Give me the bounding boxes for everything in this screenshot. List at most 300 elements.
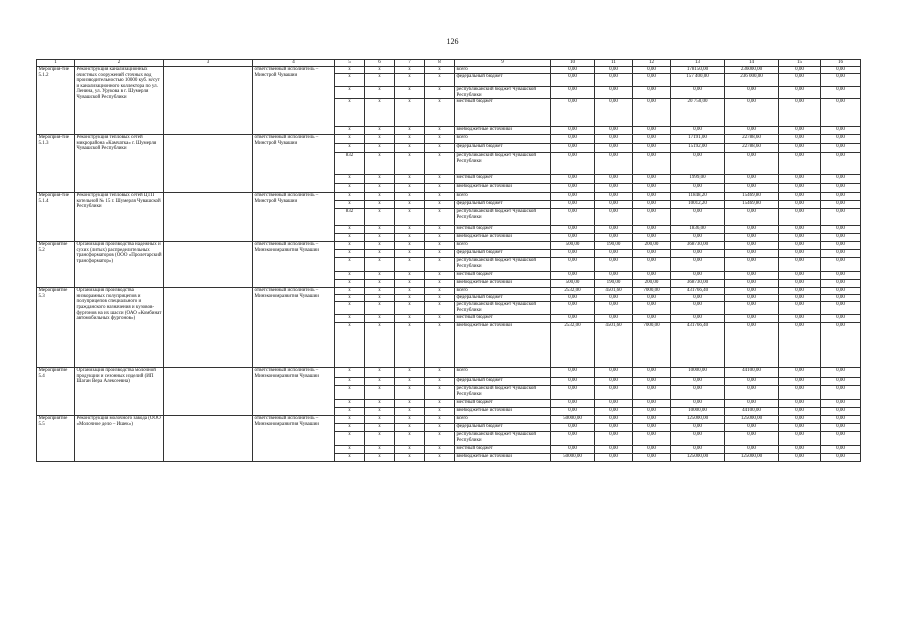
value-cell: 0,00 [779, 315, 821, 323]
code-cell: x [395, 153, 425, 175]
code-cell: x [395, 323, 425, 368]
value-cell: 0,00 [595, 209, 633, 226]
code-cell: 832 [335, 153, 365, 175]
code-cell: x [425, 175, 455, 184]
value-cell: 0,00 [551, 87, 595, 99]
value-cell: 0,00 [779, 184, 821, 193]
code-cell: x [365, 250, 395, 258]
funding-source: всего [455, 368, 551, 378]
code-cell: x [365, 153, 395, 175]
value-cell: 190,00 [595, 280, 633, 288]
code-cell: x [335, 446, 365, 454]
value-cell: 0,00 [633, 175, 671, 184]
code-cell: x [335, 258, 365, 272]
value-cell: 0,00 [725, 446, 779, 454]
value-cell: 0,00 [725, 432, 779, 446]
value-cell: 368730,00 [671, 242, 725, 250]
value-cell: 0,00 [779, 368, 821, 378]
value-cell: 2532,00 [551, 323, 595, 368]
code-cell: x [395, 201, 425, 209]
code-cell: x [425, 368, 455, 378]
code-cell: x [335, 280, 365, 288]
table-row [37, 193, 861, 201]
value-cell: 0,00 [551, 234, 595, 242]
value-cell: 0,00 [595, 201, 633, 209]
value-cell: 0,00 [595, 127, 633, 135]
value-cell: 0,00 [633, 272, 671, 280]
code-cell: x [335, 432, 365, 446]
value-cell: 0,00 [595, 424, 633, 432]
code-cell: x [395, 272, 425, 280]
value-cell: 0,00 [821, 175, 861, 184]
code-cell: x [395, 288, 425, 295]
code-cell: x [425, 258, 455, 272]
value-cell: 0,00 [725, 250, 779, 258]
value-cell: 431766,40 [671, 288, 725, 295]
code-cell: x [425, 400, 455, 408]
code-cell: x [425, 184, 455, 193]
value-cell: 0,00 [633, 302, 671, 315]
code-cell: x [395, 386, 425, 400]
value-cell: 44100,00 [725, 368, 779, 378]
value-cell: 0,00 [551, 209, 595, 226]
value-cell: 0,00 [725, 400, 779, 408]
code-cell: x [425, 234, 455, 242]
value-cell: 0,00 [633, 209, 671, 226]
table-row [37, 368, 861, 378]
value-cell: 0,00 [595, 87, 633, 99]
funding-source: местный бюджет [455, 175, 551, 184]
activity-id: Мероприя-тие 5.1.4 [37, 193, 75, 242]
funding-source: республиканский бюджет Чувашской Республики [455, 153, 551, 175]
value-cell: 0,00 [595, 400, 633, 408]
value-cell: 0,00 [551, 272, 595, 280]
activity-col3 [164, 288, 253, 368]
code-cell: x [395, 416, 425, 424]
value-cell: 0,00 [821, 368, 861, 378]
header-cell: 12 [633, 60, 671, 67]
value-cell: 0,00 [551, 368, 595, 378]
funding-source: республиканский бюджет Чувашской Республики [455, 209, 551, 226]
activity-id: Мероприятие 5.3 [37, 288, 75, 368]
code-cell: x [425, 144, 455, 153]
value-cell: 44100,00 [725, 408, 779, 416]
value-cell: 0,00 [551, 378, 595, 386]
code-cell: x [425, 127, 455, 135]
code-cell: x [365, 400, 395, 408]
funding-source: республиканский бюджет Чувашской Республики [455, 432, 551, 446]
code-cell: x [335, 67, 365, 74]
value-cell: 0,00 [595, 153, 633, 175]
code-cell: x [425, 454, 455, 462]
value-cell: 190,00 [595, 242, 633, 250]
activity-name: Реконструкция тепловых сетей микрорайона «Камчатка» г. Шумерля Чувашской Республики [75, 135, 164, 193]
code-cell: x [365, 99, 395, 127]
value-cell: 0,00 [551, 175, 595, 184]
code-cell: x [395, 175, 425, 184]
code-cell: x [365, 280, 395, 288]
value-cell: 0,00 [633, 193, 671, 201]
funding-source: местный бюджет [455, 315, 551, 323]
value-cell: 0,00 [725, 302, 779, 315]
code-cell: x [335, 315, 365, 323]
activity-name: Реконструкция канализационных очистных сооружений сточных вод производительностью 10000 куб. м/сут и канализационного коллектора по ул. Ленина, ул. Урукова в г. Шумерля Чувашской Республики [75, 67, 164, 135]
value-cell: 15469,80 [725, 201, 779, 209]
code-cell: x [425, 272, 455, 280]
value-cell: 0,00 [821, 386, 861, 400]
value-cell: 0,00 [633, 135, 671, 144]
code-cell: x [335, 175, 365, 184]
code-cell: x [335, 302, 365, 315]
value-cell: 0,00 [821, 184, 861, 193]
code-cell: x [395, 74, 425, 87]
value-cell: 10012,20 [671, 201, 725, 209]
value-cell: 0,00 [633, 250, 671, 258]
code-cell: x [335, 368, 365, 378]
value-cell: 0,00 [633, 295, 671, 302]
code-cell: x [425, 302, 455, 315]
funding-source: республиканский бюджет Чувашской Республики [455, 87, 551, 99]
value-cell: 0,00 [671, 184, 725, 193]
code-cell: x [425, 135, 455, 144]
value-cell: 0,00 [551, 302, 595, 315]
value-cell: 0,00 [595, 295, 633, 302]
code-cell: x [425, 446, 455, 454]
header-cell: 5 [335, 60, 365, 67]
code-cell: x [365, 416, 395, 424]
code-cell: x [395, 99, 425, 127]
header-cell: 13 [671, 60, 725, 67]
code-cell: x [335, 323, 365, 368]
value-cell: 0,00 [779, 408, 821, 416]
value-cell: 0,00 [821, 144, 861, 153]
value-cell: 431766,40 [671, 323, 725, 368]
code-cell: x [335, 184, 365, 193]
header-cell: 14 [725, 60, 779, 67]
table-row [37, 67, 861, 74]
value-cell: 0,00 [671, 272, 725, 280]
code-cell: x [335, 135, 365, 144]
value-cell: 0,00 [779, 386, 821, 400]
code-cell: x [425, 323, 455, 368]
value-cell: 0,00 [551, 67, 595, 74]
value-cell: 0,00 [779, 67, 821, 74]
value-cell: 0,00 [779, 242, 821, 250]
funding-source: федеральный бюджет [455, 144, 551, 153]
code-cell: x [365, 315, 395, 323]
value-cell: 0,00 [595, 144, 633, 153]
value-cell: 1999,00 [671, 175, 725, 184]
code-cell: x [365, 295, 395, 302]
code-cell: x [365, 87, 395, 99]
code-cell: x [425, 99, 455, 127]
value-cell: 0,00 [779, 454, 821, 462]
activity-executor: ответственный исполнитель – Минстрой Чувашии [253, 193, 335, 242]
value-cell: 0,00 [821, 209, 861, 226]
value-cell: 0,00 [779, 209, 821, 226]
header-cell: 6 [365, 60, 395, 67]
value-cell: 0,00 [821, 193, 861, 201]
code-cell: x [395, 67, 425, 74]
code-cell: x [335, 74, 365, 87]
code-cell: 832 [335, 209, 365, 226]
value-cell: 0,00 [821, 234, 861, 242]
code-cell: x [395, 250, 425, 258]
funding-source: федеральный бюджет [455, 424, 551, 432]
code-cell: x [395, 400, 425, 408]
value-cell: 500,00 [551, 242, 595, 250]
value-cell: 0,00 [595, 258, 633, 272]
table-row [37, 288, 861, 295]
value-cell: 0,00 [633, 201, 671, 209]
code-cell: x [425, 416, 455, 424]
code-cell: x [425, 193, 455, 201]
value-cell: 0,00 [551, 201, 595, 209]
funding-source: республиканский бюджет Чувашской Республики [455, 302, 551, 315]
value-cell: 236000,00 [725, 67, 779, 74]
header-cell: 11 [595, 60, 633, 67]
value-cell: 0,00 [633, 144, 671, 153]
activity-executor: ответственный исполнитель – Минэкономразвития Чувашии [253, 416, 335, 462]
value-cell: 0,00 [779, 424, 821, 432]
value-cell: 0,00 [633, 386, 671, 400]
page-number: 126 [446, 37, 459, 46]
code-cell: x [425, 378, 455, 386]
activity-executor: ответственный исполнитель – Минстрой Чувашии [253, 135, 335, 193]
activity-id: Мероприя-тие 5.1.2 [37, 67, 75, 135]
value-cell: 0,00 [633, 153, 671, 175]
value-cell: 0,00 [779, 234, 821, 242]
funding-source: местный бюджет [455, 99, 551, 127]
code-cell: x [425, 201, 455, 209]
value-cell: 0,00 [551, 74, 595, 87]
funding-source: федеральный бюджет [455, 378, 551, 386]
value-cell: 125000,00 [725, 454, 779, 462]
activity-col3 [164, 416, 253, 462]
value-cell: 0,00 [633, 400, 671, 408]
value-cell: 0,00 [595, 315, 633, 323]
value-cell: 0,00 [671, 400, 725, 408]
header-cell: 4 [253, 60, 335, 67]
value-cell: 0,00 [551, 295, 595, 302]
code-cell: x [425, 280, 455, 288]
value-cell: 0,00 [633, 87, 671, 99]
activity-id: Мероприятие 5.4 [37, 368, 75, 416]
value-cell: 0,00 [779, 175, 821, 184]
value-cell: 125000,00 [671, 416, 725, 424]
value-cell: 0,00 [725, 226, 779, 234]
value-cell: 0,00 [821, 302, 861, 315]
activity-name: Организация производства молочной продукции и сезонных изделий (ИП Шаган Вера Алексеевна) [75, 368, 164, 416]
funding-source: местный бюджет [455, 446, 551, 454]
value-cell: 0,00 [725, 242, 779, 250]
funding-source: внебюджетные источники [455, 323, 551, 368]
code-cell: x [335, 424, 365, 432]
value-cell: 0,00 [595, 386, 633, 400]
value-cell: 17191,00 [671, 135, 725, 144]
value-cell: 0,00 [821, 400, 861, 408]
value-cell: 0,00 [821, 288, 861, 295]
code-cell: x [365, 302, 395, 315]
value-cell: 15469,80 [725, 193, 779, 201]
value-cell: 0,00 [551, 144, 595, 153]
value-cell: 0,00 [779, 135, 821, 144]
value-cell: 0,00 [595, 99, 633, 127]
value-cell: 0,00 [551, 99, 595, 127]
code-cell: x [335, 416, 365, 424]
value-cell: 0,00 [595, 432, 633, 446]
code-cell: x [395, 295, 425, 302]
activity-name: Организация производства надежных и сухих (литых) распределительных трансформаторов (ООО «Пролетарский трансформатор») [75, 242, 164, 288]
code-cell: x [335, 288, 365, 295]
value-cell: 0,00 [779, 127, 821, 135]
code-cell: x [395, 234, 425, 242]
code-cell: x [365, 323, 395, 368]
value-cell: 0,00 [821, 242, 861, 250]
code-cell: x [425, 386, 455, 400]
value-cell: 0,00 [725, 175, 779, 184]
code-cell: x [395, 184, 425, 193]
value-cell: 0,00 [725, 153, 779, 175]
code-cell: x [365, 184, 395, 193]
funding-source: местный бюджет [455, 272, 551, 280]
code-cell: x [425, 250, 455, 258]
funding-source: внебюджетные источники [455, 408, 551, 416]
funding-source: внебюджетные источники [455, 184, 551, 193]
value-cell: 0,00 [725, 184, 779, 193]
value-cell: 10000,00 [671, 408, 725, 416]
value-cell: 0,00 [633, 127, 671, 135]
code-cell: x [335, 193, 365, 201]
code-cell: x [365, 201, 395, 209]
funding-source: республиканский бюджет Чувашской Республики [455, 386, 551, 400]
value-cell: 0,00 [633, 408, 671, 416]
value-cell: 0,00 [779, 302, 821, 315]
value-cell: 22788,60 [725, 135, 779, 144]
code-cell: x [395, 135, 425, 144]
code-cell: x [425, 315, 455, 323]
code-cell: x [395, 368, 425, 378]
value-cell: 0,00 [821, 408, 861, 416]
code-cell: x [425, 153, 455, 175]
value-cell: 0,00 [821, 226, 861, 234]
code-cell: x [335, 99, 365, 127]
activity-name: Организация производства низкорамных полуприцепов и полуприцепов специального и гражданского назначения и кузовов-фургонов на их шасси (ОАО «Комбинат автомобильных фургонов») [75, 288, 164, 368]
code-cell: x [335, 386, 365, 400]
code-cell: x [365, 242, 395, 250]
code-cell: x [365, 226, 395, 234]
value-cell: 0,00 [821, 295, 861, 302]
activity-executor: ответственный исполнитель – Минэкономразвития Чувашии [253, 288, 335, 368]
value-cell: 200,00 [633, 242, 671, 250]
code-cell: x [365, 446, 395, 454]
value-cell: 0,00 [633, 416, 671, 424]
code-cell: x [335, 408, 365, 416]
value-cell: 0,00 [779, 250, 821, 258]
value-cell: 0,00 [671, 446, 725, 454]
value-cell: 0,00 [779, 258, 821, 272]
value-cell: 0,00 [633, 432, 671, 446]
value-cell: 0,00 [595, 368, 633, 378]
funding-source: всего [455, 67, 551, 74]
value-cell: 0,00 [551, 127, 595, 135]
value-cell: 0,00 [779, 446, 821, 454]
value-cell: 0,00 [595, 184, 633, 193]
value-cell: 0,00 [551, 315, 595, 323]
code-cell: x [425, 209, 455, 226]
code-cell: x [365, 368, 395, 378]
value-cell: 0,00 [725, 280, 779, 288]
table-row [37, 242, 861, 250]
code-cell: x [425, 74, 455, 87]
value-cell: 0,00 [551, 386, 595, 400]
value-cell: 0,00 [633, 454, 671, 462]
value-cell: 4501,60 [595, 288, 633, 295]
code-cell: x [365, 127, 395, 135]
code-cell: x [335, 234, 365, 242]
value-cell: 20 750,00 [671, 99, 725, 127]
value-cell: 0,00 [633, 184, 671, 193]
code-cell: x [425, 226, 455, 234]
code-cell: x [335, 144, 365, 153]
code-cell: x [395, 454, 425, 462]
code-cell: x [395, 446, 425, 454]
value-cell: 0,00 [671, 127, 725, 135]
activity-id: Мероприя-тие 5.1.3 [37, 135, 75, 193]
value-cell: 0,00 [671, 386, 725, 400]
funding-source: внебюджетные источники [455, 454, 551, 462]
value-cell: 0,00 [779, 201, 821, 209]
value-cell: 0,00 [779, 153, 821, 175]
value-cell: 0,00 [821, 67, 861, 74]
code-cell: x [425, 242, 455, 250]
code-cell: x [395, 226, 425, 234]
value-cell: 0,00 [821, 315, 861, 323]
code-cell: x [335, 127, 365, 135]
code-cell: x [365, 432, 395, 446]
value-cell: 0,00 [595, 250, 633, 258]
value-cell: 0,00 [725, 209, 779, 226]
code-cell: x [335, 295, 365, 302]
code-cell: x [425, 432, 455, 446]
code-cell: x [365, 193, 395, 201]
code-cell: x [365, 288, 395, 295]
value-cell: 0,00 [821, 272, 861, 280]
code-cell: x [365, 135, 395, 144]
value-cell: 0,00 [821, 446, 861, 454]
value-cell: 0,00 [779, 226, 821, 234]
value-cell: 0,00 [633, 378, 671, 386]
value-cell: 0,00 [595, 446, 633, 454]
value-cell: 0,00 [725, 234, 779, 242]
funding-source: внебюджетные источники [455, 280, 551, 288]
funding-source: всего [455, 242, 551, 250]
value-cell: 0,00 [671, 258, 725, 272]
value-cell: 7000,00 [633, 323, 671, 368]
code-cell: x [365, 74, 395, 87]
value-cell: 0,00 [725, 87, 779, 99]
funding-source: местный бюджет [455, 400, 551, 408]
code-cell: x [365, 386, 395, 400]
value-cell: 0,00 [779, 193, 821, 201]
budget-table [36, 59, 861, 462]
table-row [37, 416, 861, 424]
code-cell: x [335, 201, 365, 209]
code-cell: x [365, 408, 395, 416]
header-row [37, 60, 861, 67]
value-cell: 0,00 [551, 258, 595, 272]
activity-col3 [164, 368, 253, 416]
